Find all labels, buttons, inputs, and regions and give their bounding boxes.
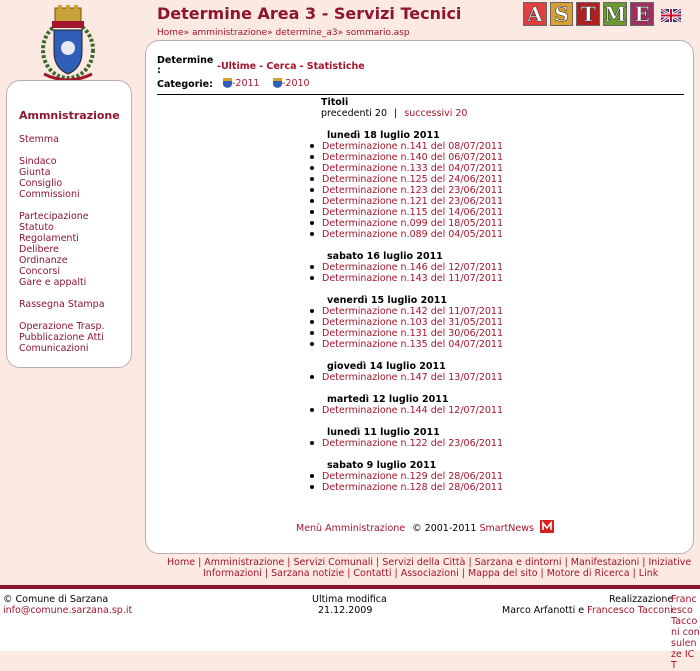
- determination-link[interactable]: Determinazione n.142 del 11/07/2011: [322, 306, 504, 317]
- footer-sep: |: [376, 557, 380, 568]
- determination-link[interactable]: Determinazione n.115 del 14/06/2011: [322, 207, 504, 218]
- list-item: [310, 262, 503, 273]
- breadcrumb-determine[interactable]: determine_a3: [275, 28, 338, 38]
- bullet: [310, 441, 314, 445]
- bullet: [310, 485, 314, 489]
- list-item: [310, 339, 503, 350]
- footer-sep: |: [564, 557, 568, 568]
- day-heading: martedì 12 luglio 2011: [327, 394, 449, 405]
- divider: [157, 94, 684, 95]
- footer-sep: |: [461, 568, 465, 579]
- day-heading: venerdì 15 luglio 2011: [327, 295, 448, 306]
- day-heading: sabato 9 luglio 2011: [327, 460, 437, 471]
- day-heading: giovedì 14 luglio 2011: [327, 361, 446, 372]
- sidebar-item-stemma[interactable]: Stemma: [19, 134, 59, 145]
- determination-link[interactable]: Determinazione n.141 del 08/07/2011: [322, 141, 504, 152]
- list-item: [310, 405, 503, 416]
- breadcrumb-sep: »: [183, 28, 190, 38]
- footer-link-home[interactable]: Home: [167, 557, 196, 568]
- list-item: [310, 306, 503, 317]
- breadcrumb: [157, 28, 410, 38]
- list-item: [310, 372, 503, 383]
- determination-link[interactable]: Determinazione n.147 del 13/07/2011: [322, 372, 504, 383]
- determination-link[interactable]: Determinazione n.103 del 31/05/2011: [322, 317, 504, 328]
- pager-prev: precedenti 20: [321, 108, 388, 119]
- determination-link[interactable]: Determinazione n.135 del 04/07/2011: [322, 339, 504, 350]
- determination-link[interactable]: Determinazione n.089 del 04/05/2011: [322, 229, 504, 240]
- determination-link[interactable]: Determinazione n.144 del 12/07/2011: [322, 405, 504, 416]
- determination-link[interactable]: Determinazione n.133 del 04/07/2011: [322, 163, 504, 174]
- smartnews-link[interactable]: SmartNews: [479, 523, 534, 534]
- list-item: [310, 163, 503, 174]
- category-2011[interactable]: [223, 78, 260, 89]
- footer-link-mappa-sito[interactable]: Mappa del sito: [467, 568, 538, 579]
- footer-sep: |: [468, 557, 472, 568]
- sidebar-item-partecipazione[interactable]: Partecipazione: [19, 211, 89, 222]
- categories-label: Categorie:: [157, 79, 213, 90]
- list-item: [310, 471, 503, 482]
- bullet: [310, 474, 314, 478]
- day-heading: lunedì 11 luglio 2011: [327, 427, 440, 438]
- bullet: [310, 210, 314, 214]
- sidebar-item-consiglio[interactable]: Consiglio: [19, 178, 63, 189]
- footer-link-sarzana-notizie[interactable]: Sarzana notizie: [271, 568, 345, 579]
- sidebar-item-giunta[interactable]: Giunta: [19, 167, 51, 178]
- nav-ultime[interactable]: -Ultime: [217, 61, 257, 72]
- pager: [321, 108, 467, 119]
- footer-email-link[interactable]: info@comune.sarzana.sp.it: [3, 605, 133, 616]
- page-footer: [0, 589, 700, 671]
- bullet: [310, 221, 314, 225]
- determination-link[interactable]: Determinazione n.140 del 06/07/2011: [322, 152, 504, 163]
- determination-link[interactable]: Determinazione n.121 del 23/06/2011: [322, 196, 504, 207]
- panel-footer: [296, 520, 554, 534]
- sidebar-item-statuto[interactable]: Statuto: [19, 222, 54, 233]
- coat-of-arms-logo: [40, 4, 96, 80]
- sidebar-item-ordinanze[interactable]: Ordinanze: [19, 255, 68, 266]
- sidebar: [6, 80, 132, 368]
- determination-link[interactable]: Determinazione n.125 del 24/06/2011: [322, 174, 504, 185]
- bullet: [310, 276, 314, 280]
- list-item: [310, 174, 503, 185]
- list-item: [310, 438, 503, 449]
- sidebar-item-rassegna-stampa[interactable]: Rassegna Stampa: [19, 299, 105, 310]
- logo-letter: S: [550, 2, 574, 26]
- footer-sep: |: [287, 557, 291, 568]
- shield-icon: [273, 78, 282, 88]
- footer-link-servizi-citta[interactable]: Servizi della Città: [382, 557, 466, 568]
- footer-link-sarzana-dintorni[interactable]: Sarzana e dintorni: [474, 557, 562, 568]
- uk-flag-icon[interactable]: [661, 9, 681, 22]
- breadcrumb-amministrazione[interactable]: amministrazione: [191, 28, 268, 38]
- footer-updated-date: 21.12.2009: [318, 605, 373, 616]
- footer-link-servizi-comunali[interactable]: Servizi Comunali: [293, 557, 374, 568]
- determination-link[interactable]: Determinazione n.122 del 23/06/2011: [322, 438, 504, 449]
- determination-link[interactable]: Determinazione n.123 del 23/06/2011: [322, 185, 504, 196]
- copyright: © 2001-2011: [412, 523, 477, 534]
- breadcrumb-sommario[interactable]: sommario.asp: [346, 28, 410, 38]
- astme-logo[interactable]: [523, 2, 657, 26]
- footer-sep: |: [347, 568, 351, 579]
- footer-link-motore-ricerca[interactable]: Motore di Ricerca: [546, 568, 630, 579]
- list-item: [310, 229, 503, 240]
- footer-credits-prefix: Marco Arfanotti e: [502, 605, 585, 616]
- bullet: [310, 144, 314, 148]
- sidebar-item-pubblicazione-atti[interactable]: Pubblicazione Atti: [19, 332, 104, 343]
- list-item: [310, 185, 503, 196]
- bullet: [310, 265, 314, 269]
- breadcrumb-sep: »: [267, 28, 273, 38]
- footer-link-contatti[interactable]: Contatti: [353, 568, 392, 579]
- section-label: Determine :: [157, 55, 214, 76]
- sidebar-item-operazione-trasp[interactable]: Operazione Trasp.: [19, 321, 105, 332]
- footer-link-informazioni[interactable]: Informazioni: [203, 568, 262, 579]
- bullet: [310, 188, 314, 192]
- list-item: [310, 152, 503, 163]
- footer-link-associazioni[interactable]: Associazioni: [400, 568, 459, 579]
- category-2011-link[interactable]: -2011: [232, 78, 260, 89]
- footer-sep: |: [540, 568, 544, 579]
- list-item: [310, 207, 503, 218]
- logo-letter: M: [604, 2, 627, 26]
- page-title: Determine Area 3 - Servizi Tecnici: [157, 4, 462, 23]
- bullet: [310, 166, 314, 170]
- list-item: [310, 218, 503, 229]
- footer-updated-label: Ultima modifica: [312, 594, 387, 605]
- menu-amministrazione-link[interactable]: Menù Amministrazione: [296, 523, 406, 534]
- pager-next[interactable]: successivi 20: [404, 108, 468, 119]
- sidebar-item-sindaco[interactable]: Sindaco: [19, 156, 57, 167]
- titoli-label: Titoli: [321, 97, 349, 108]
- bullet: [310, 155, 314, 159]
- logo-letter: T: [576, 2, 600, 26]
- smartnews-icon[interactable]: [540, 520, 554, 533]
- footer-owner: © Comune di Sarzana: [3, 594, 109, 605]
- breadcrumb-home[interactable]: Home: [157, 28, 184, 38]
- sidebar-item-concorsi[interactable]: Concorsi: [19, 266, 60, 277]
- footer-link-amministrazione[interactable]: Amministrazione: [204, 557, 285, 568]
- footer-links-row1: [167, 557, 691, 568]
- sidebar-title: Ammnistrazione: [19, 109, 120, 122]
- determination-link[interactable]: Determinazione n.131 del 30/06/2011: [322, 328, 504, 339]
- footer-sep: |: [394, 568, 398, 579]
- bullet: [310, 309, 314, 313]
- nav-cerca[interactable]: - Cerca: [259, 61, 297, 72]
- sidebar-item-commissioni[interactable]: Commissioni: [19, 189, 80, 200]
- footer-realizzazione-link[interactable]: Francesco Tacconi consulenze ICT: [671, 594, 700, 671]
- footer-sep: |: [264, 568, 269, 579]
- determine-nav: [217, 61, 365, 72]
- main-panel: [145, 40, 694, 554]
- determination-link[interactable]: Determinazione n.129 del 28/06/2011: [322, 471, 504, 482]
- day-heading: lunedì 18 luglio 2011: [327, 130, 440, 141]
- footer-link-link[interactable]: Link: [638, 568, 659, 579]
- footer-sep: |: [632, 568, 636, 579]
- footer-links-row2: [203, 568, 658, 579]
- determination-link[interactable]: Determinazione n.099 del 18/05/2011: [322, 218, 504, 229]
- logo-letter: A: [523, 2, 547, 26]
- bullet: [310, 232, 314, 236]
- bullet: [310, 408, 314, 412]
- list-item: [310, 273, 503, 284]
- footer-sep: |: [198, 557, 202, 568]
- shield-icon: [223, 78, 232, 88]
- sidebar-item-regolamenti[interactable]: Regolamenti: [19, 233, 79, 244]
- determination-link[interactable]: Determinazione n.128 del 28/06/2011: [322, 482, 504, 493]
- bullet: [310, 320, 314, 324]
- bullet: [310, 177, 314, 181]
- bullet: [310, 375, 314, 379]
- footer-sep: |: [642, 557, 646, 568]
- logo-letter: E: [630, 2, 654, 26]
- list-item: [310, 196, 503, 207]
- determination-link[interactable]: Determinazione n.146 del 12/07/2011: [322, 262, 504, 273]
- bullet: [310, 331, 314, 335]
- sidebar-item-delibere[interactable]: Delibere: [19, 244, 59, 255]
- day-heading: sabato 16 luglio 2011: [327, 251, 443, 262]
- list-item: [310, 328, 503, 339]
- breadcrumb-sep: »: [337, 28, 344, 38]
- list-item: [310, 317, 503, 328]
- list-item: [310, 141, 503, 152]
- category-2010-link[interactable]: -2010: [282, 78, 310, 89]
- footer-link-iniziative[interactable]: Iniziative: [648, 557, 692, 568]
- sidebar-item-comunicazioni[interactable]: Comunicazioni: [19, 343, 89, 354]
- footer-credits: [502, 605, 673, 616]
- footer-link-manifestazioni[interactable]: Manifestazioni: [570, 557, 640, 568]
- pager-sep: |: [394, 108, 398, 119]
- category-2010[interactable]: [273, 78, 310, 89]
- footer-credits-link[interactable]: Francesco Tacconi: [587, 605, 673, 616]
- bullet: [310, 342, 314, 346]
- list-item: [310, 482, 503, 493]
- nav-statistiche[interactable]: - Statistiche: [299, 61, 365, 72]
- footer-realizzazione-label: Realizzazione: [609, 594, 674, 605]
- sidebar-item-gare-appalti[interactable]: Gare e appalti: [19, 277, 87, 288]
- determination-link[interactable]: Determinazione n.143 del 11/07/2011: [322, 273, 504, 284]
- bullet: [310, 199, 314, 203]
